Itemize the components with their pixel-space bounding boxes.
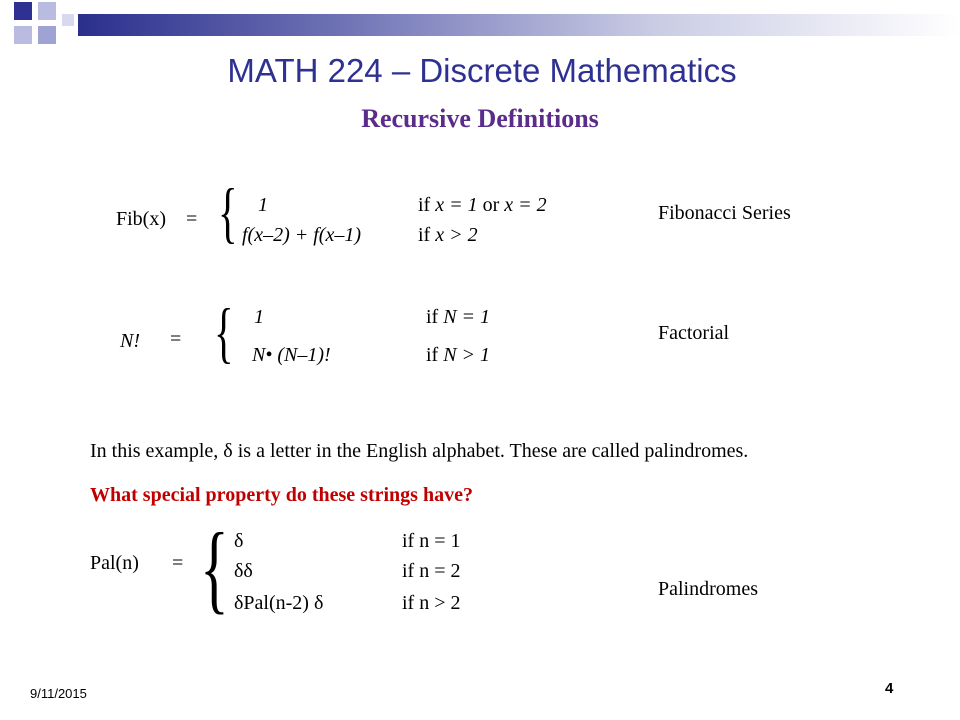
fact-case2-cond: N > 1	[443, 344, 491, 366]
page-number: 4	[885, 680, 894, 697]
fib-brace: {	[218, 174, 238, 250]
fib-equals: =	[186, 208, 198, 230]
pal-label: Palindromes	[658, 578, 758, 600]
pal-case3-condition: if n > 2	[402, 592, 461, 614]
pal-brace: {	[200, 512, 229, 623]
header-square	[14, 26, 32, 44]
pal-equals: =	[172, 552, 184, 574]
fib-case1-if: if	[418, 194, 431, 216]
fib-case1-or: or	[482, 194, 500, 216]
fact-case2-condition	[426, 344, 490, 367]
fib-case2-cond: x > 2	[435, 224, 478, 246]
fib-label: Fibonacci Series	[658, 202, 791, 224]
pal-case1-value: δ	[234, 530, 244, 552]
pal-case2-condition: if n = 2	[402, 560, 461, 582]
fib-case2-value: f(x–2) + f(x–1)	[242, 224, 362, 246]
pal-lhs: Pal(n)	[90, 552, 139, 574]
fact-brace: {	[214, 294, 234, 370]
fact-case1-if: if	[426, 306, 439, 328]
fact-equals: =	[170, 328, 182, 350]
fib-case1-value: 1	[258, 194, 268, 216]
fact-case1-condition	[426, 306, 490, 329]
pal-case2-value: δδ	[234, 560, 253, 582]
fact-case1-value: 1	[254, 306, 264, 328]
header-square	[38, 2, 56, 20]
fib-lhs: Fib(x)	[116, 208, 166, 230]
header-square	[38, 26, 56, 44]
pal-case3-value: δPal(n-2) δ	[234, 592, 324, 614]
footer-date: 9/11/2015	[30, 686, 87, 701]
fact-lhs: N!	[120, 330, 140, 352]
fib-case1-condition	[418, 194, 547, 217]
header-square	[62, 14, 74, 26]
fact-case2-if: if	[426, 344, 439, 366]
page-title: MATH 224 – Discrete Mathematics	[227, 52, 737, 89]
pal-case1-condition: if n = 1	[402, 530, 461, 552]
intro-question: What special property do these strings have?	[90, 484, 473, 506]
fib-case1-cond2: x = 2	[504, 194, 547, 216]
header-gradient-bar	[78, 14, 960, 36]
fib-case1-cond: x = 1	[435, 194, 478, 216]
fact-case1-cond: N = 1	[443, 306, 491, 328]
header-square	[14, 2, 32, 20]
fib-case2-condition	[418, 224, 478, 247]
page-subtitle: Recursive Definitions	[361, 104, 599, 133]
fib-case2-if: if	[418, 224, 431, 246]
intro-sentence: In this example, δ is a letter in the English alphabet. These are called palindromes.	[90, 440, 749, 462]
fact-label: Factorial	[658, 322, 730, 344]
fact-case2-value: N• (N–1)!	[252, 344, 331, 366]
